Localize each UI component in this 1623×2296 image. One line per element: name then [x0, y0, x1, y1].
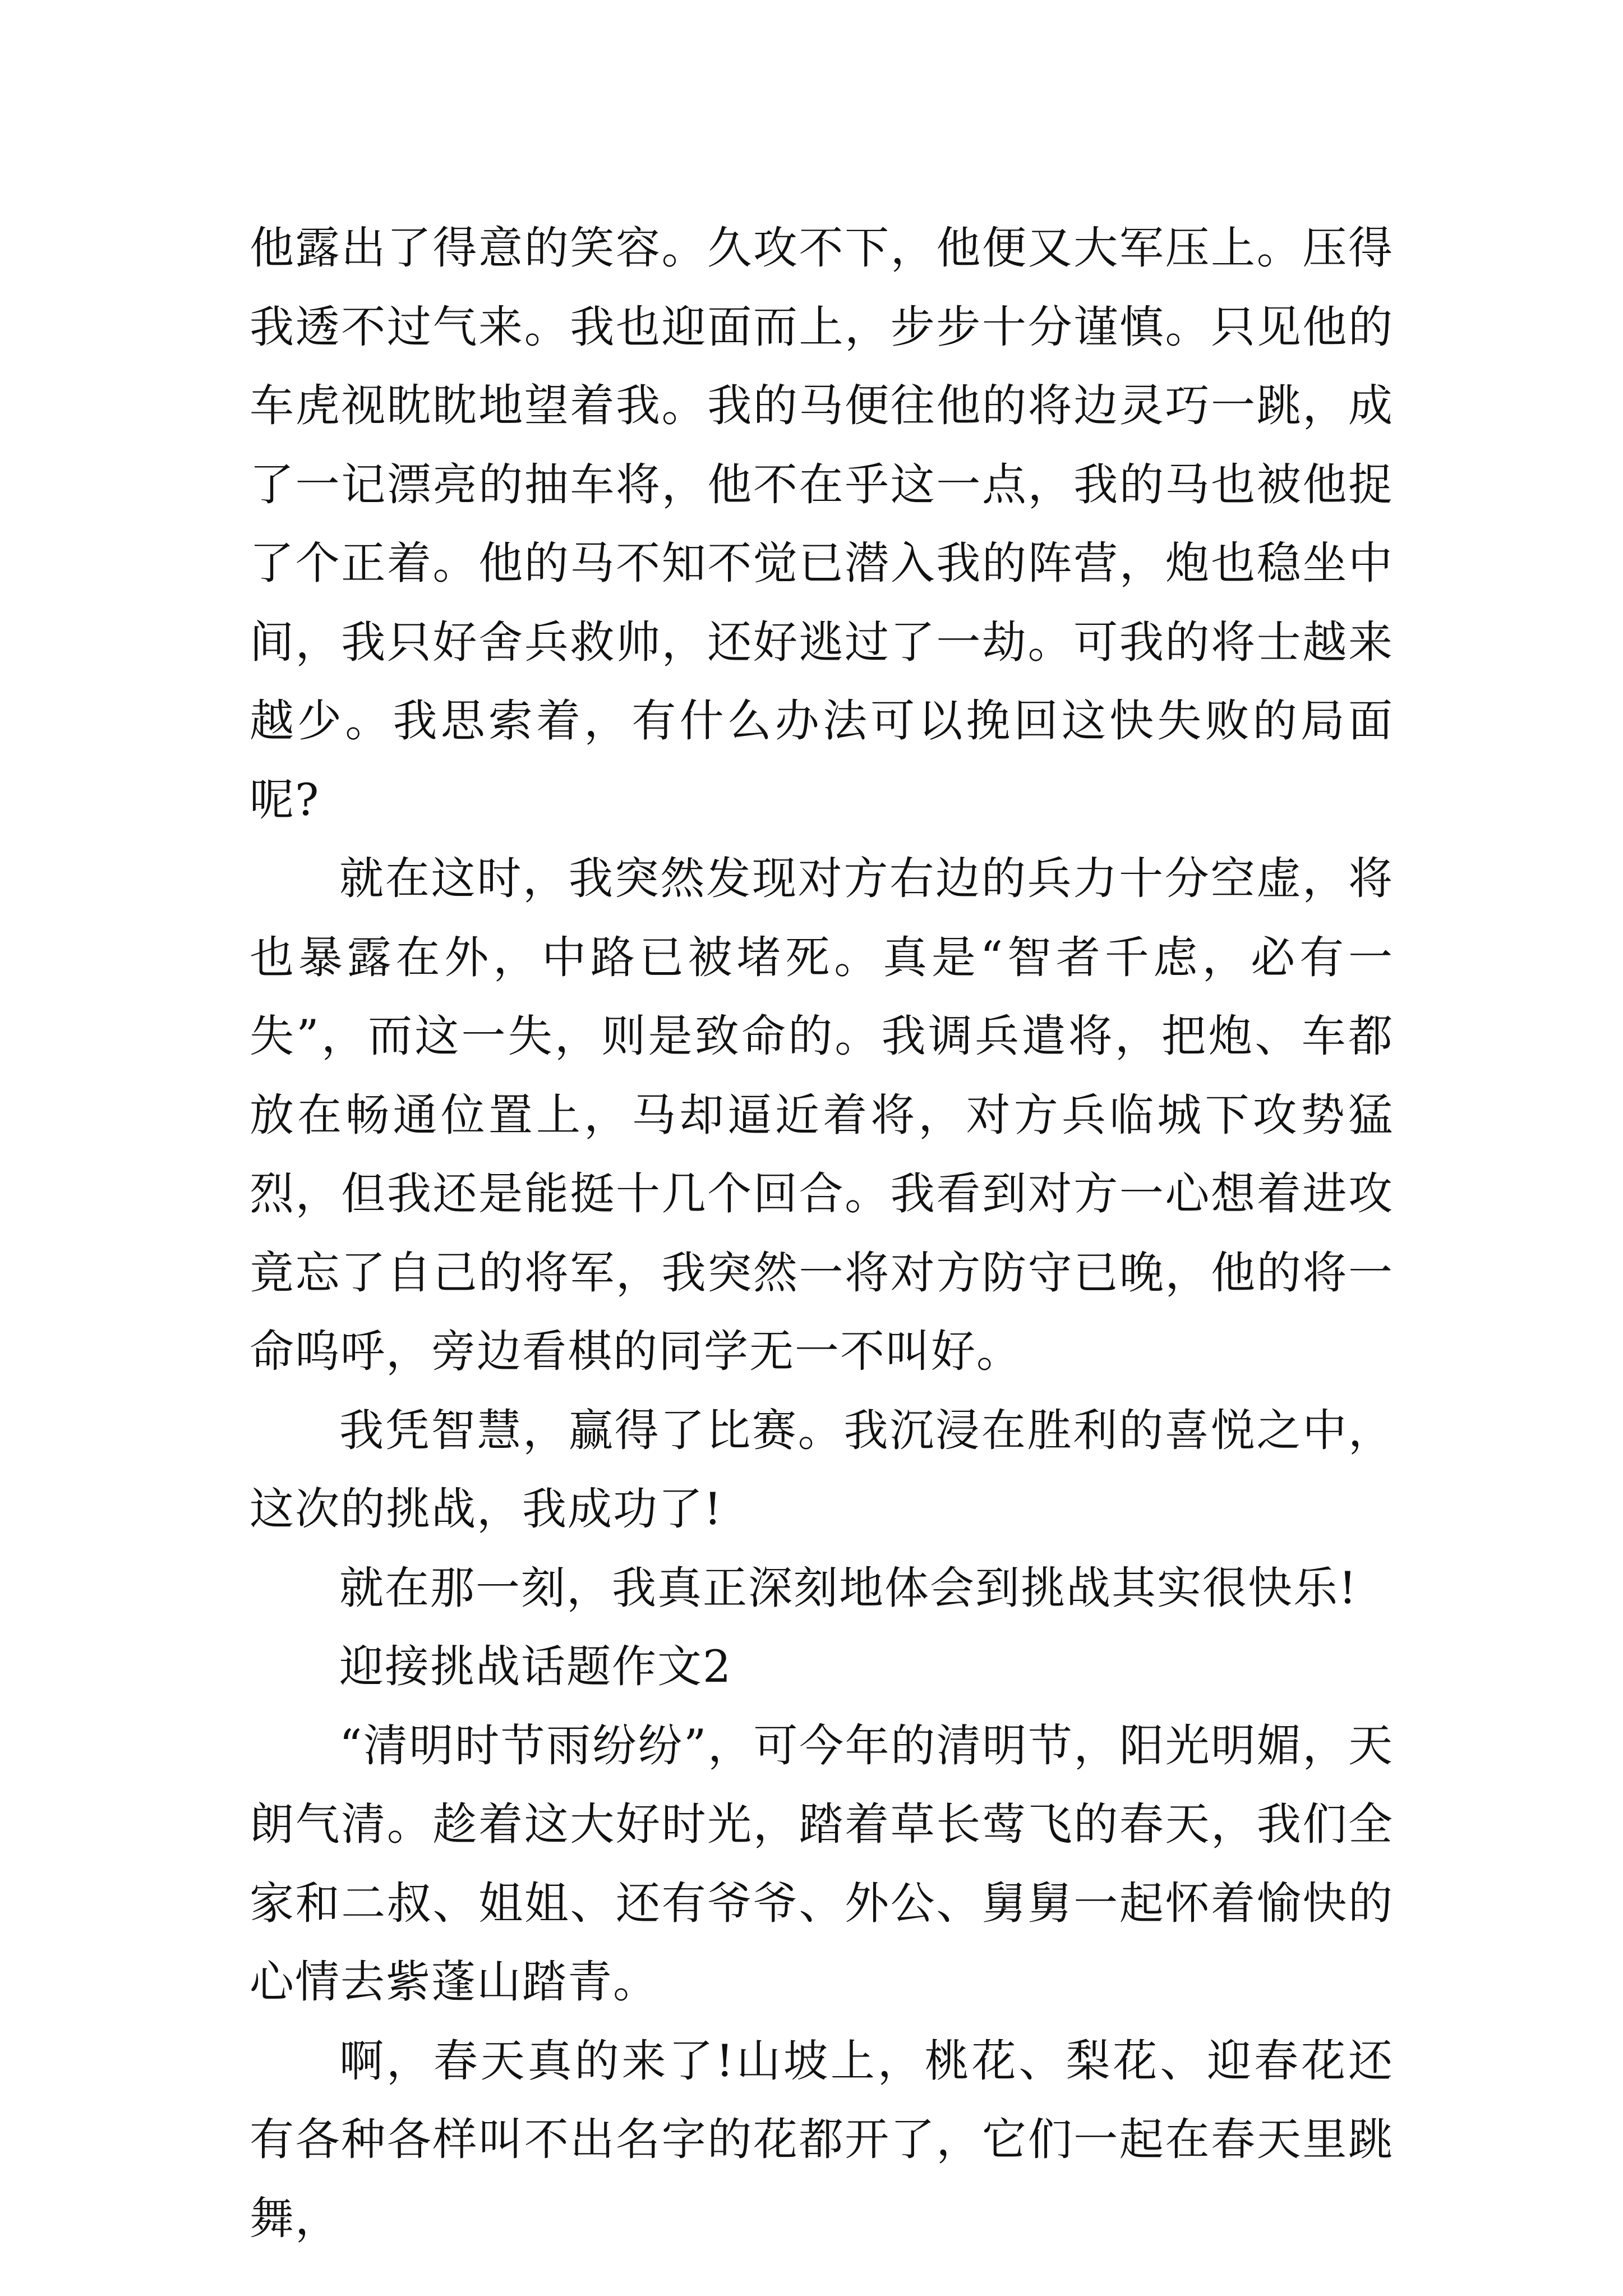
- paragraph-2: 就在这时，我突然发现对方右边的兵力十分空虚，将也暴露在外，中路已被堵死。真是“智者千虑，必有一失”，而这一失，则是致命的。我调兵遣将，把炮、车都放在畅通位置上，马却逼近着将，对方兵临城下攻势猛烈，但我还是能挺十几个回合。我看到对方一心想着进攻竟忘了自己的将军，我突然一将对方防守已晚，他的将一命呜呼，旁边看棋的同学无一不叫好。: [250, 853, 1394, 1377]
- document-body: [250, 209, 1394, 2258]
- section-heading: 迎接挑战话题作文2: [339, 1641, 732, 1692]
- paragraph-1: 他露出了得意的笑容。久攻不下，他便又大军压上。压得我透不过气来。我也迎面而上，步步十分谨慎。只见他的车虎视眈眈地望着我。我的马便往他的将边灵巧一跳，成了一记漂亮的抽车将，他不在乎这一点，我的马也被他捉了个正着。他的马不知不觉已潜入我的阵营，炮也稳坐中间，我只好舍兵救帅，还好逃过了一劫。可我的将士越来越少。我思索着，有什么办法可以挽回这快失败的局面呢?: [250, 222, 1394, 826]
- paragraph-5: “清明时节雨纷纷”，可今年的清明节，阳光明媚，天朗气清。趁着这大好时光，踏着草长莺飞的春天，我们全家和二叔、姐姐、还有爷爷、外公、舅舅一起怀着愉快的心情去紫蓬山踏青。: [250, 1719, 1394, 2008]
- paragraph-4: 就在那一刻，我真正深刻地体会到挑战其实很快乐!: [339, 1562, 1358, 1614]
- paragraph-3: 我凭智慧，赢得了比赛。我沉浸在胜利的喜悦之中，这次的挑战，我成功了!: [250, 1404, 1394, 1535]
- paragraph-6: 啊，春天真的来了!山坡上，桃花、梨花、迎春花还有各种各样叫不出名字的花都开了，它们一起在春天里跳舞，: [250, 2035, 1394, 2244]
